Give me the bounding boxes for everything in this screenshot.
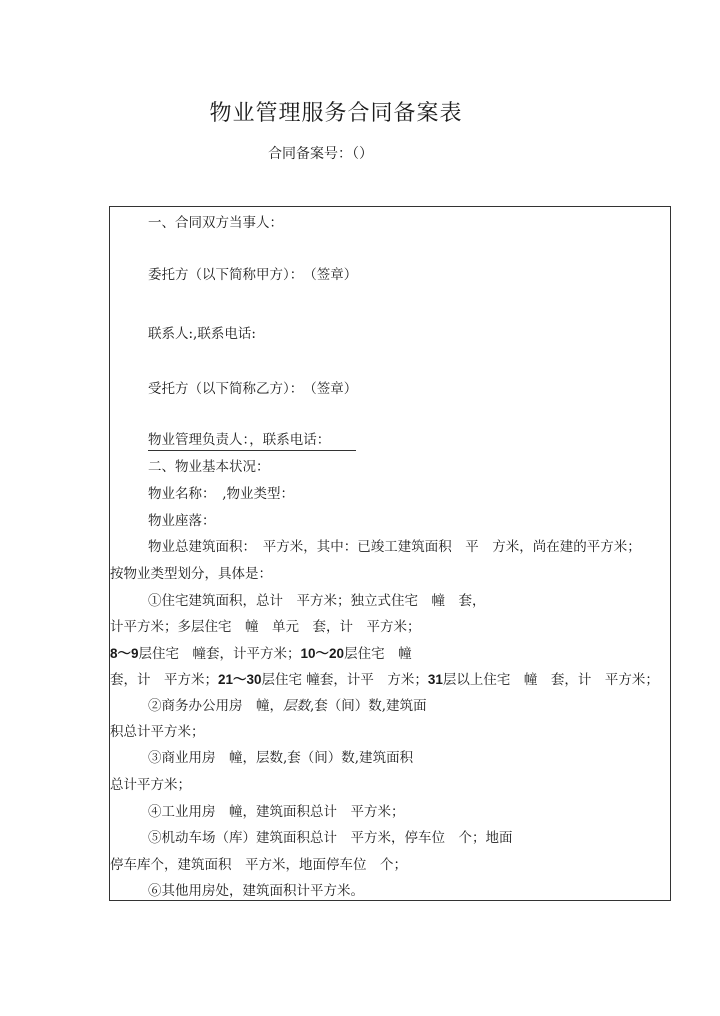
- property-location-line: 物业座落：: [148, 513, 216, 529]
- residential-line-3-text-b: 层住宅 幢: [344, 646, 412, 662]
- section2-heading: 二、物业基本状况：: [148, 459, 270, 475]
- floor-range-10-20: 10～20: [300, 646, 345, 661]
- office-line-1-text-a: ②商务办公用房 幢，: [148, 698, 283, 714]
- document-title: 物业管理服务合同备案表: [209, 101, 463, 126]
- residential-line-4-text-c: 层以上住宅 幢 套，计 平方米；: [442, 672, 659, 688]
- residential-line-1: ①住宅建筑面积，总计 平方米；独立式住宅 幢 套，: [148, 593, 486, 609]
- party-b-line: 受托方（以下简称乙方）： （签章）: [148, 381, 358, 397]
- parking-line-2: 停车库个，建筑面积 平方米，地面停车位 个；: [110, 857, 407, 873]
- residential-line-2: 计平方米；多层住宅 幢 单元 套，计 平方米；: [110, 619, 421, 635]
- record-number-label: 合同备案号：（）: [268, 146, 373, 162]
- total-area-line: 物业总建筑面积： 平方米，其中：已竣工建筑面积 平 方米，尚在建的平方米；: [148, 539, 641, 555]
- other-buildings-line: ⑥其他用房处，建筑面积计平方米。: [148, 883, 364, 899]
- property-manager-line: 物业管理负责人：，联系电话：: [148, 431, 356, 451]
- office-line-2: 积总计平方米；: [110, 724, 205, 740]
- floor-range-21-30: 21～30: [218, 672, 262, 687]
- property-name-type-line: 物业名称： ,物业类型：: [148, 486, 295, 502]
- floor-range-8-9: 8～9: [110, 646, 139, 661]
- total-area-line-cont: 按物业类型划分，具体是：: [110, 566, 272, 582]
- contact-a-line: 联系人:,联系电话:: [148, 326, 256, 342]
- residential-line-4: [110, 671, 659, 689]
- office-line-1: [148, 697, 427, 715]
- residential-line-4-text-b: 层住宅 幢套，计平 方米；: [261, 672, 428, 688]
- office-line-1-text-b: ,套（间）数,建筑面: [310, 698, 427, 714]
- parking-line-1: ⑤机动车场（库）建筑面积总计 平方米，停车位 个；地面: [148, 830, 513, 846]
- floor-range-31: 31: [427, 672, 443, 687]
- office-floors-label: 层数: [283, 698, 310, 714]
- commercial-line-1: ③商业用房 幢，层数,套（间）数,建筑面积: [148, 750, 414, 766]
- residential-line-3: [110, 645, 412, 663]
- industrial-line: ④工业用房 幢，建筑面积总计 平方米；: [148, 804, 405, 820]
- commercial-line-2: 总计平方米；: [110, 777, 191, 793]
- residential-line-4-text-a: 套，计 平方米；: [110, 672, 218, 688]
- party-a-line: 委托方（以下简称甲方）： （签章）: [148, 267, 358, 283]
- residential-line-3-text-a: 层住宅 幢套，计平方米；: [138, 646, 301, 662]
- section1-heading: 一、合同双方当事人：: [148, 215, 283, 231]
